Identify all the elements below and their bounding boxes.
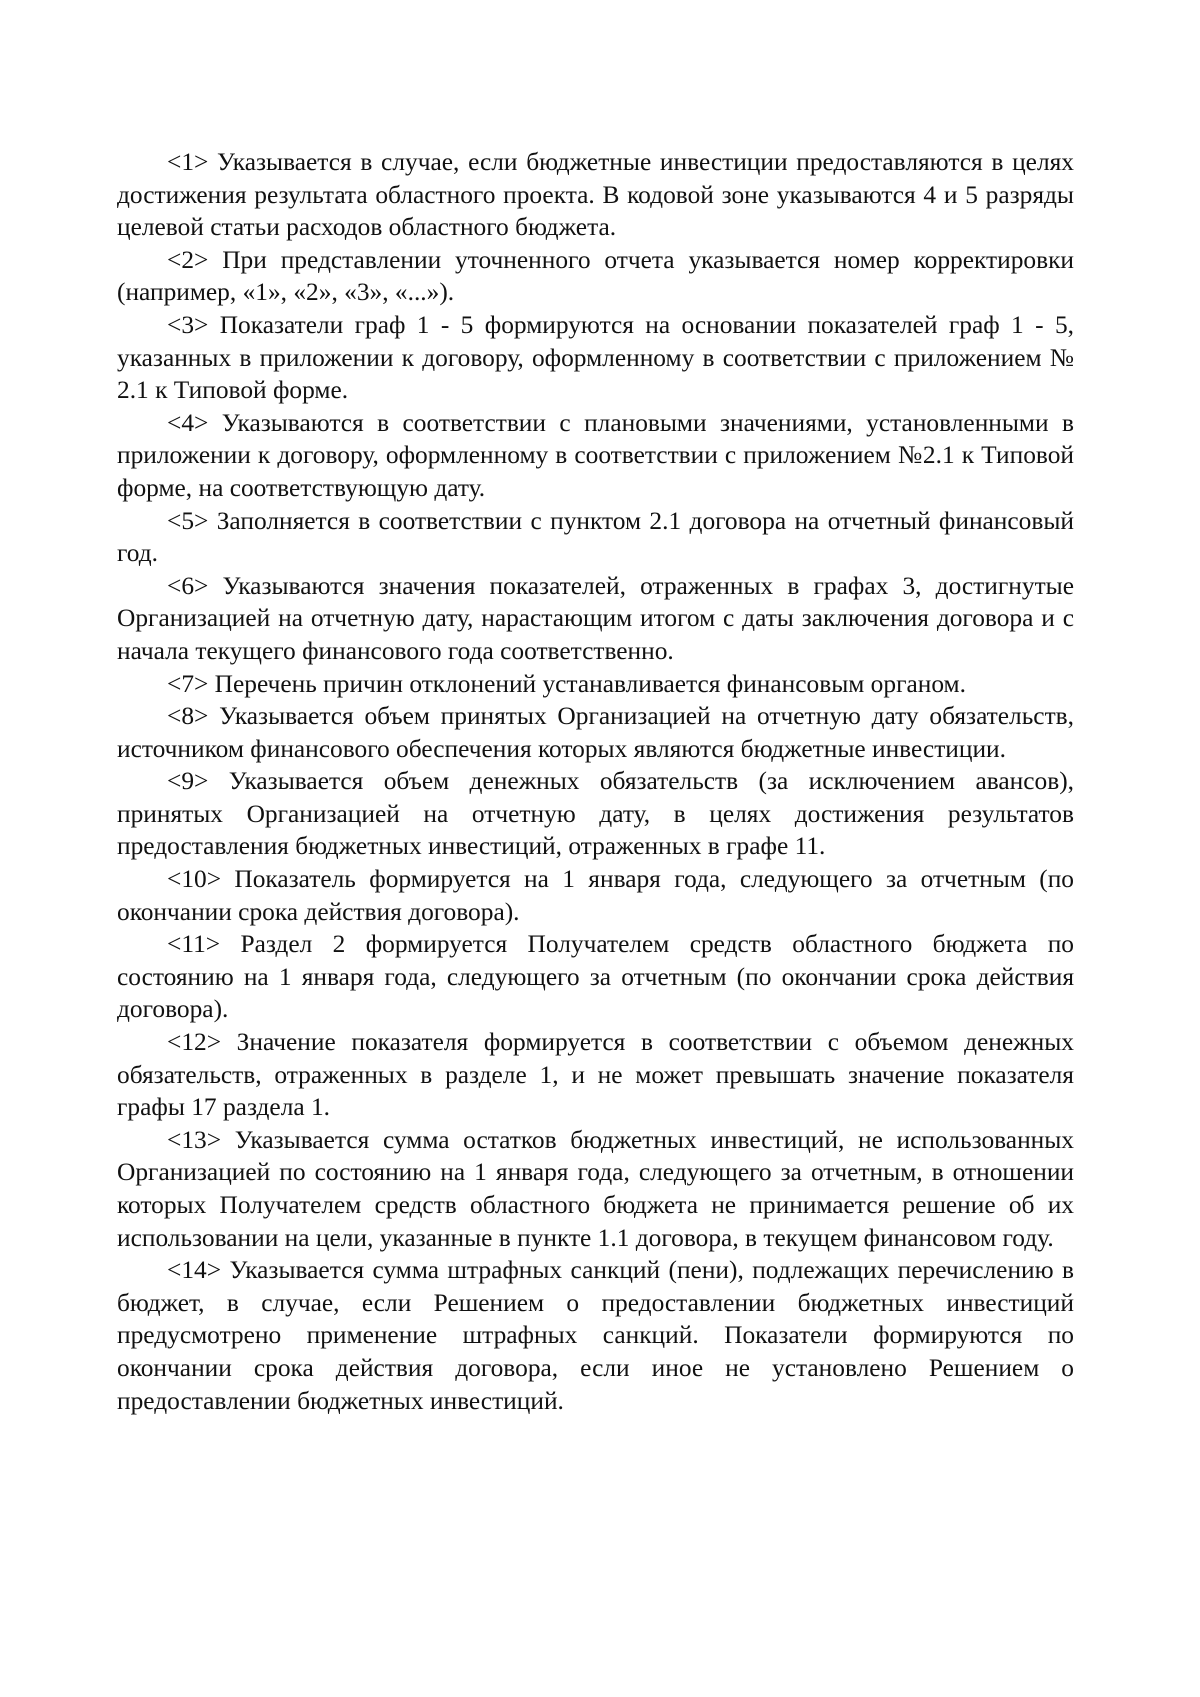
footnote-3: <3> Показатели граф 1 - 5 формируются на основании показателей граф 1 - 5, указанных в приложении к договору, оформленному в соответствии с приложением № 2.1 к Типовой форме. bbox=[117, 310, 1074, 405]
footnote-13: <13> Указывается сумма остатков бюджетных инвестиций, не использованных Организацией по состоянию на 1 января года, следующего за отчетным, в отношении которых Получателем средств областного бюджета не принимается решение об их использовании на цели, указанные в пункте 1.1 договора, в текущем финансовом году. bbox=[117, 1125, 1074, 1252]
footnote-2: <2> При представлении уточненного отчета указывается номер корректировки (например, «1», «2», «3», «...»). bbox=[117, 245, 1074, 307]
footnote-1: <1> Указывается в случае, если бюджетные инвестиции предоставляются в целях достижения результата областного проекта. В кодовой зоне указываются 4 и 5 разряды целевой статьи расходов областного бюджета. bbox=[117, 148, 1074, 242]
footnote-5: <5> Заполняется в соответствии с пунктом 2.1 договора на отчетный финансовый год. bbox=[117, 506, 1074, 568]
footnote-9: <9> Указывается объем денежных обязательств (за исключением авансов), принятых Организацией на отчетную дату, в целях достижения результатов предоставления бюджетных инвестиций, отраженных в графе 11. bbox=[117, 767, 1074, 861]
footnote-8: <8> Указывается объем принятых Организацией на отчетную дату обязательств, источником финансового обеспечения которых являются бюджетные инвестиции. bbox=[117, 702, 1074, 763]
document-page bbox=[117, 146, 1074, 1417]
footnote-10: <10> Показатель формируется на 1 января года, следующего за отчетным (по окончании срока действия договора). bbox=[117, 865, 1074, 926]
footnote-4: <4> Указываются в соответствии с плановыми значениями, установленными в приложении к договору, оформленному в соответствии с приложением №2.1 к Типовой форме, на соответствующую дату. bbox=[117, 408, 1074, 502]
footnote-12: <12> Значение показателя формируется в соответствии с объемом денежных обязательств, отраженных в разделе 1, и не может превышать значение показателя графы 17 раздела 1. bbox=[117, 1028, 1074, 1122]
footnote-6: <6> Указываются значения показателей, отраженных в графах 3, достигнутые Организацией на отчетную дату, нарастающим итогом с даты заключения договора и с начала текущего финансового года соответственно. bbox=[117, 571, 1074, 665]
footnote-7: <7> Перечень причин отклонений устанавливается финансовым органом. bbox=[167, 669, 966, 698]
footnote-11: <11> Раздел 2 формируется Получателем средств областного бюджета по состоянию на 1 января года, следующего за отчетным (по окончании срока действия договора). bbox=[117, 930, 1074, 1024]
footnote-14: <14> Указывается сумма штрафных санкций (пени), подлежащих перечислению в бюджет, в случае, если Решением о предоставлении бюджетных инвестиций предусмотрено применение штрафных санкций. Показатели формируются по окончании срока действия договора, если иное не установлено Решением о предоставлении бюджетных инвестиций. bbox=[117, 1256, 1074, 1415]
